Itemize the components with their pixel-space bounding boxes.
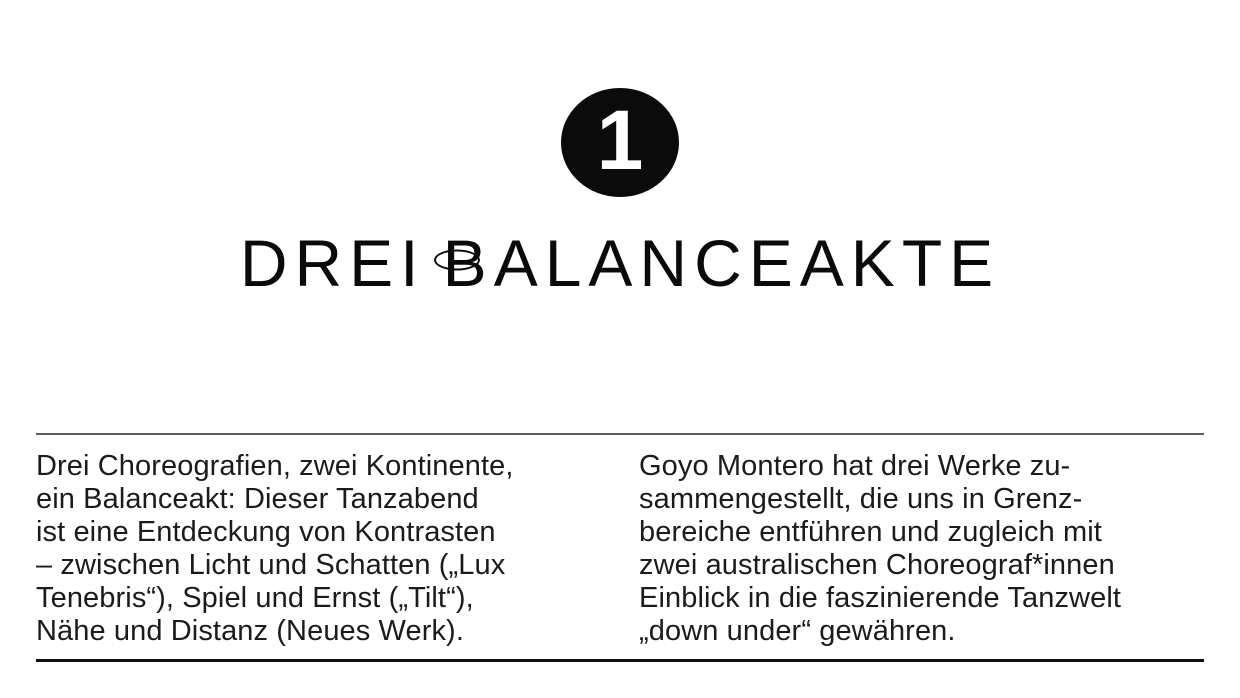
title-suffix: ALANCEAKTE [493, 226, 1001, 300]
text-line: bereiche entführen und zugleich mit [639, 516, 1102, 548]
title-prefix: DREI [239, 226, 426, 300]
text-line: – zwischen Licht und Schatten („Lux [36, 549, 506, 581]
intro-columns [36, 450, 1204, 648]
section-number: 1 [596, 92, 644, 187]
text-line: Tenebris“), Spiel und Ernst („Tilt“), [36, 582, 474, 614]
intro-column-right [639, 450, 1204, 648]
text-line: ist eine Entdeckung von Kontrasten [36, 516, 496, 548]
top-divider [36, 433, 1204, 435]
section-number-badge [561, 88, 679, 197]
bottom-rule [36, 659, 1204, 662]
text-line: Goyo Montero hat drei Werke zu- [639, 450, 1071, 482]
text-line: ein Balanceakt: Dieser Tanzabend [36, 483, 479, 515]
text-line: Einblick in die faszinierende Tanzwelt [639, 582, 1122, 614]
title-b-letter: B [442, 226, 494, 300]
text-line: sammengestellt, die uns in Grenz- [639, 483, 1083, 515]
text-line: Nähe und Distanz (Neues Werk). [36, 615, 464, 647]
text-line: „down under“ gewähren. [639, 615, 956, 647]
text-line: Drei Choreografien, zwei Kontinente, [36, 450, 514, 482]
intro-column-left [36, 450, 601, 648]
text-line: zwei australischen Choreograf*innen [639, 549, 1115, 581]
title-stylized-b [442, 226, 494, 300]
page-title [0, 226, 1240, 300]
